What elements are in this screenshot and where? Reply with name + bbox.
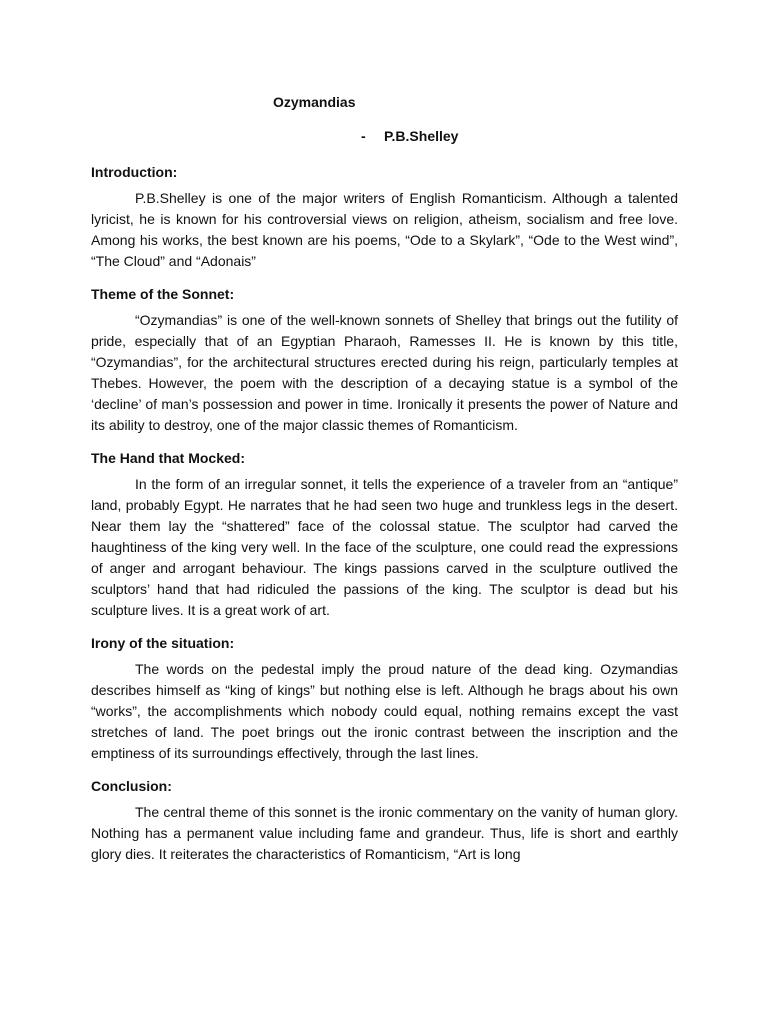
section-heading-conclusion: Conclusion:: [91, 778, 172, 794]
section-heading-theme: Theme of the Sonnet:: [91, 286, 235, 302]
document-title: Ozymandias: [273, 94, 356, 110]
section-text-irony: The words on the pedestal imply the proud nature of the dead king. Ozymandias describes himself as “king of kings” but nothing else is left. Although he brags about his own “works”, the accomplishments which nobody could equal, nothing remains except the vast stretches of land. The poet brings out the ironic contrast between the inscription and the emptiness of its surroundings effectively, through the last lines.: [91, 661, 678, 761]
section-text-hand-that-mocked: In the form of an irregular sonnet, it tells the experience of a traveler from an “antique” land, probably Egypt. He narrates that he had seen two huge and trunkless legs in the desert. Near them lay the “shattered” face of the colossal statue. The sculptor had carved the haughtiness of the king very well. In the face of the sculpture, one could read the expressions of anger and arrogant behaviour. The kings passions carved in the sculpture outlived the sculptors’ hand that had ridiculed the passions of the king. The sculptor is dead but his sculpture lives. It is a great work of art.: [91, 476, 678, 618]
section-heading-introduction: Introduction:: [91, 164, 178, 180]
section-text-theme: “Ozymandias” is one of the well-known sonnets of Shelley that brings out the futility of pride, especially that of an Egyptian Pharaoh, Ramesses II. He is known by this title, “Ozymandias”, for the architectural structures erected during his reign, particularly temples at Thebes. However, the poem with the description of a decaying statue is a symbol of the ‘decline’ of man’s possession and power in time. Ironically it presents the power of Nature and its ability to destroy, one of the major classic themes of Romanticism.: [91, 312, 678, 433]
section-text-conclusion: The central theme of this sonnet is the ironic commentary on the vanity of human glory. Nothing has a permanent value including fame and grandeur. Thus, life is short and earthly glory dies. It reiterates the characteristics of Romanticism, “Art is long: [91, 804, 678, 862]
section-heading-irony: Irony of the situation:: [91, 635, 235, 651]
document-body: [91, 162, 678, 877]
author-name: P.B.Shelley: [384, 128, 459, 144]
author-byline: [361, 128, 458, 144]
byline-dash: -: [361, 128, 366, 144]
section-heading-hand-that-mocked: The Hand that Mocked:: [91, 450, 246, 466]
section-text-introduction: P.B.Shelley is one of the major writers of English Romanticism. Although a talented lyricist, he is known for his controversial views on religion, atheism, socialism and free love. Among his works, the best known are his poems, “Ode to a Skylark”, “Ode to the West wind”, “The Cloud” and “Adonais”: [91, 190, 678, 269]
